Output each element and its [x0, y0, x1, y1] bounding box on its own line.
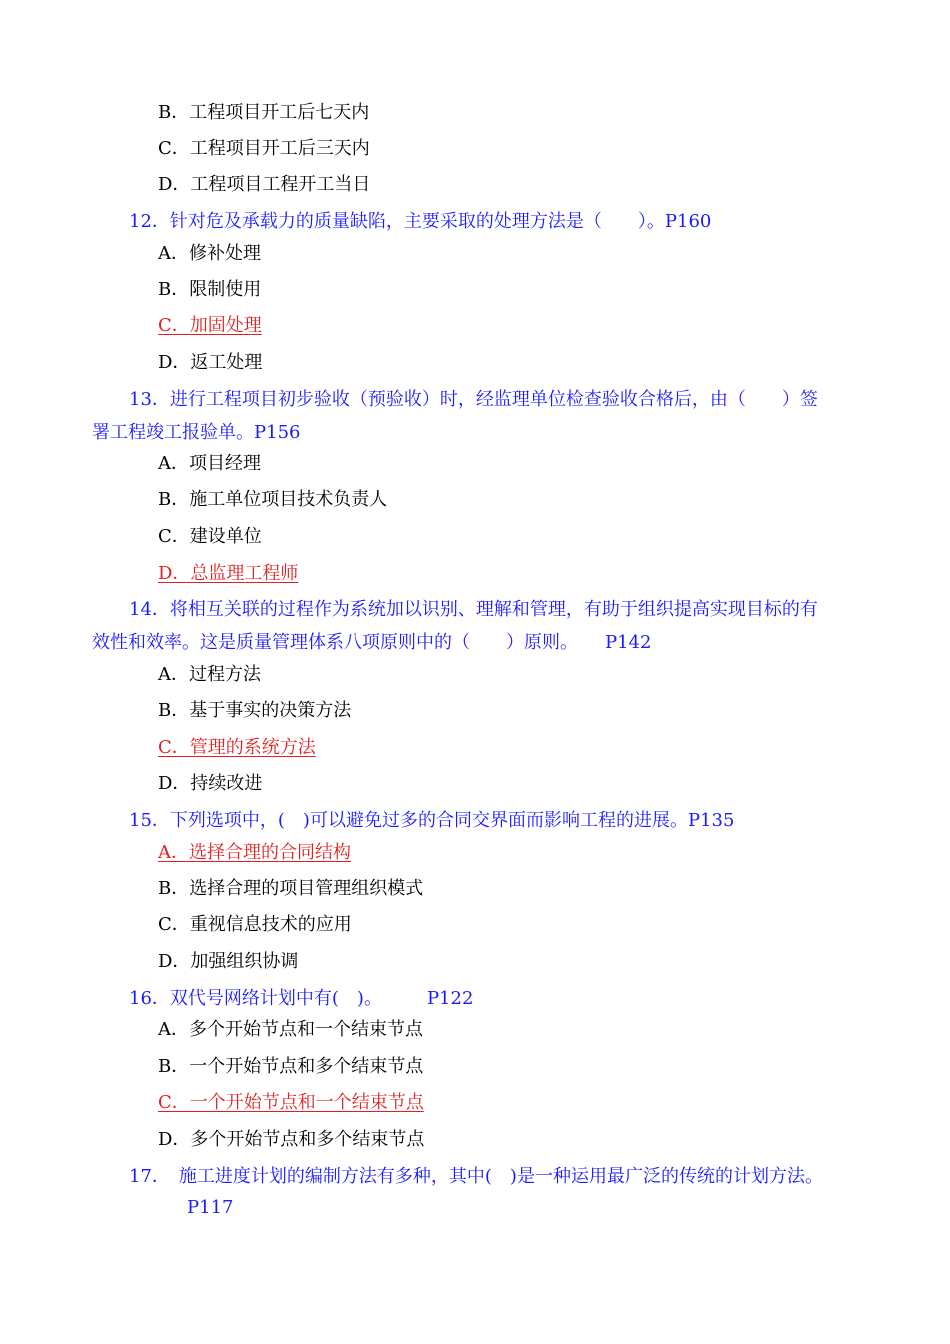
question-13-cont: 署工程竣工报验单。P156 [92, 422, 301, 443]
option-16d: D．多个开始节点和多个结束节点 [158, 1129, 425, 1150]
option-15a-answer: A．选择合理的合同结构 [158, 842, 351, 863]
option-12a: A．修补处理 [158, 243, 261, 264]
option-13b: B．施工单位项目技术负责人 [158, 489, 388, 510]
option-15d: D．加强组织协调 [158, 951, 299, 972]
option-16c-answer: C．一个开始节点和一个结束节点 [158, 1092, 424, 1113]
option-12d: D．返工处理 [158, 352, 263, 373]
option-12c-answer: C．加固处理 [158, 315, 262, 336]
option-14a: A．过程方法 [158, 664, 261, 685]
option-14c-answer: C．管理的系统方法 [158, 737, 316, 758]
question-12: 12．针对危及承载力的质量缺陷，主要采取的处理方法是（ ）。P160 [129, 211, 712, 232]
option-16a: A．多个开始节点和一个结束节点 [158, 1019, 423, 1040]
question-16: 16．双代号网络计划中有( )。 P122 [129, 988, 474, 1009]
question-14-cont: 效性和效率。这是质量管理体系八项原则中的（ ）原则。 P142 [92, 632, 652, 653]
option-13d-answer: D．总监理工程师 [158, 563, 299, 584]
option-16b: B．一个开始节点和多个结束节点 [158, 1056, 424, 1077]
question-17: 17． 施工进度计划的编制方法有多种，其中( )是一种运用最广泛的传统的计划方法。 [129, 1166, 823, 1187]
question-13: 13．进行工程项目初步验收（预验收）时，经监理单位检查验收合格后，由（ ）签 [129, 389, 818, 410]
option-13a: A．项目经理 [158, 453, 261, 474]
option-15b: B．选择合理的项目管理组织模式 [158, 878, 424, 899]
option-14d: D．持续改进 [158, 773, 263, 794]
option-11b: B．工程项目开工后七天内 [158, 102, 370, 123]
option-13c: C．建设单位 [158, 526, 262, 547]
question-14: 14．将相互关联的过程作为系统加以识别、理解和管理，有助于组织提高实现目标的有 [129, 599, 818, 620]
option-12b: B．限制使用 [158, 279, 262, 300]
option-11c: C．工程项目开工后三天内 [158, 138, 370, 159]
question-17-cont: P117 [187, 1197, 234, 1218]
option-11d: D．工程项目工程开工当日 [158, 174, 371, 195]
option-15c: C．重视信息技术的应用 [158, 914, 352, 935]
option-14b: B．基于事实的决策方法 [158, 700, 352, 721]
question-15: 15．下列选项中，( )可以避免过多的合同交界面而影响工程的进展。P135 [129, 810, 735, 831]
